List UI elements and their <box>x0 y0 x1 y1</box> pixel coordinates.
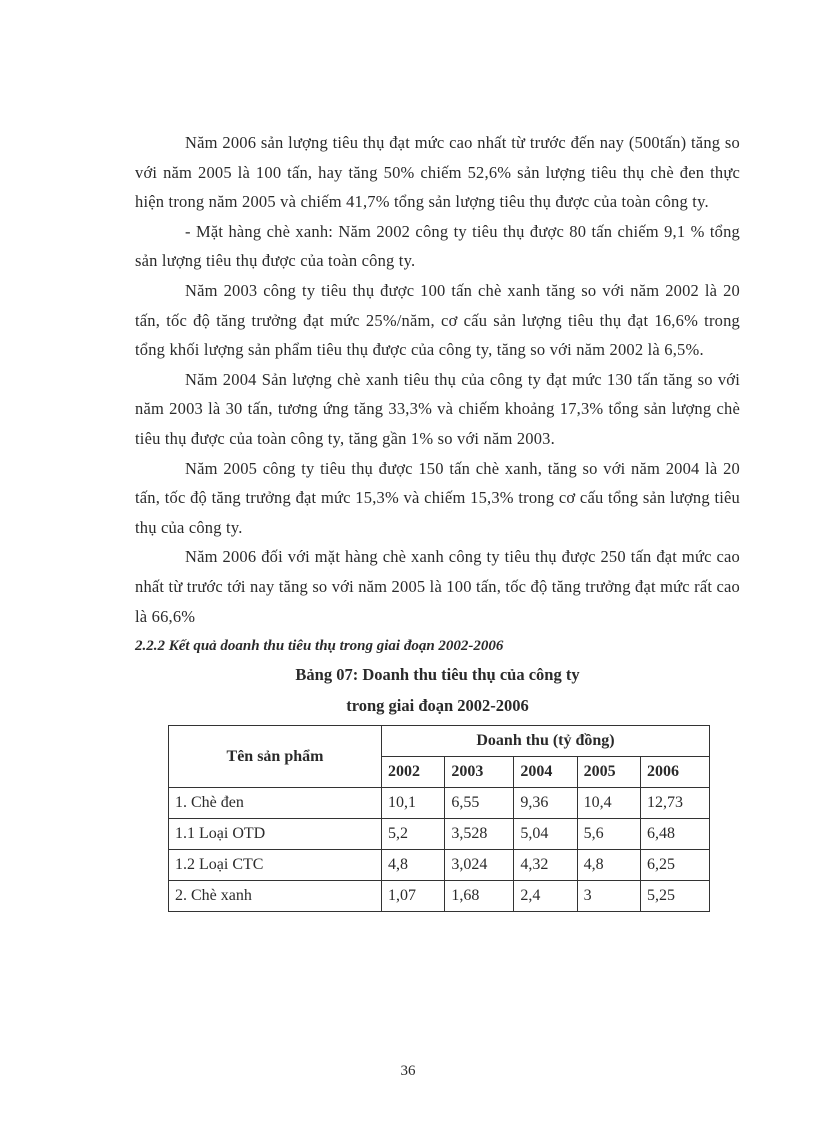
table-cell: 5,25 <box>641 881 710 912</box>
table-row <box>169 788 710 819</box>
table-cell: 6,25 <box>641 850 710 881</box>
table-cell: 6,48 <box>641 819 710 850</box>
table-cell: 4,32 <box>514 850 577 881</box>
header-year: 2005 <box>577 757 640 788</box>
table-header-row <box>169 726 710 757</box>
product-name: 1.1 Loại OTD <box>169 819 382 850</box>
table-cell: 5,2 <box>382 819 445 850</box>
table-cell: 12,73 <box>641 788 710 819</box>
page-number: 36 <box>400 1063 416 1079</box>
paragraph: Năm 2006 đối với mặt hàng chè xanh công ty tiêu thụ được 250 tấn đạt mức cao nhất từ trước tới nay tăng so với năm 2005 là 100 tấn, tốc độ tăng trưởng đạt mức rất cao là 66,6% <box>135 547 740 626</box>
document-page <box>135 128 740 912</box>
table-cell: 2,4 <box>514 881 577 912</box>
table-cell: 5,6 <box>577 819 640 850</box>
header-revenue: Doanh thu (tỷ đồng) <box>382 726 710 757</box>
table-row <box>169 819 710 850</box>
header-year: 2003 <box>445 757 514 788</box>
table-row <box>169 881 710 912</box>
product-name: 2. Chè xanh <box>169 881 382 912</box>
paragraph: Năm 2004 Sản lượng chè xanh tiêu thụ của công ty đạt mức 130 tấn tăng so với năm 2003 là 30 tấn, tương ứng tăng 33,3% và chiếm khoảng 17,3% tổng sản lượng chè tiêu thụ được của toàn công ty, tăng gần 1% so với năm 2003. <box>135 369 740 448</box>
table-cell: 3,528 <box>445 819 514 850</box>
table-cell: 1,68 <box>445 881 514 912</box>
table-cell: 1,07 <box>382 881 445 912</box>
paragraph: Năm 2005 công ty tiêu thụ được 150 tấn chè xanh, tăng so với năm 2004 là 20 tấn, tốc độ tăng trưởng đạt mức 15,3% và chiếm 15,3% trong cơ cấu tổng sản lượng tiêu thụ của công ty. <box>135 458 740 537</box>
product-name: 1.2 Loại CTC <box>169 850 382 881</box>
table-cell: 6,55 <box>445 788 514 819</box>
table-cell: 4,8 <box>577 850 640 881</box>
paragraph: - Mặt hàng chè xanh: Năm 2002 công ty tiêu thụ được 80 tấn chiếm 9,1 % tổng sản lượng tiêu thụ được của toàn công ty. <box>135 221 740 271</box>
table-cell: 9,36 <box>514 788 577 819</box>
table-cell: 3,024 <box>445 850 514 881</box>
paragraph: Năm 2003 công ty tiêu thụ được 100 tấn chè xanh tăng so với năm 2002 là 20 tấn, tốc độ tăng trưởng đạt mức 25%/năm, cơ cấu sản lượng tiêu thụ đạt 16,6% trong tổng khối lượng sản phẩm tiêu thụ được của công ty, tăng so với năm 2002 là 6,5%. <box>135 280 740 360</box>
table-cell: 4,8 <box>382 850 445 881</box>
header-year: 2002 <box>382 757 445 788</box>
table-cell: 3 <box>577 881 640 912</box>
header-year: 2006 <box>641 757 710 788</box>
revenue-table <box>168 725 710 912</box>
table-caption-line1: Bảng 07: Doanh thu tiêu thụ của công ty <box>295 665 580 685</box>
table-row <box>169 850 710 881</box>
section-heading: 2.2.2 Kết quả doanh thu tiêu thụ trong giai đoạn 2002-2006 <box>135 638 504 655</box>
table-caption-line2: trong giai đoạn 2002-2006 <box>346 696 529 716</box>
paragraph: Năm 2006 sản lượng tiêu thụ đạt mức cao nhất từ trước đến nay (500tấn) tăng so với năm 2005 là 100 tấn, hay tăng 50% chiếm 52,6% sản lượng tiêu thụ chè đen thực hiện trong năm 2005 và chiếm 41,7% tổng sản lượng tiêu thụ được của toàn công ty. <box>135 133 740 212</box>
table-cell: 10,1 <box>382 788 445 819</box>
product-name: 1. Chè đen <box>169 788 382 819</box>
table-cell: 5,04 <box>514 819 577 850</box>
header-product: Tên sản phẩm <box>169 726 382 788</box>
table-cell: 10,4 <box>577 788 640 819</box>
header-year: 2004 <box>514 757 577 788</box>
